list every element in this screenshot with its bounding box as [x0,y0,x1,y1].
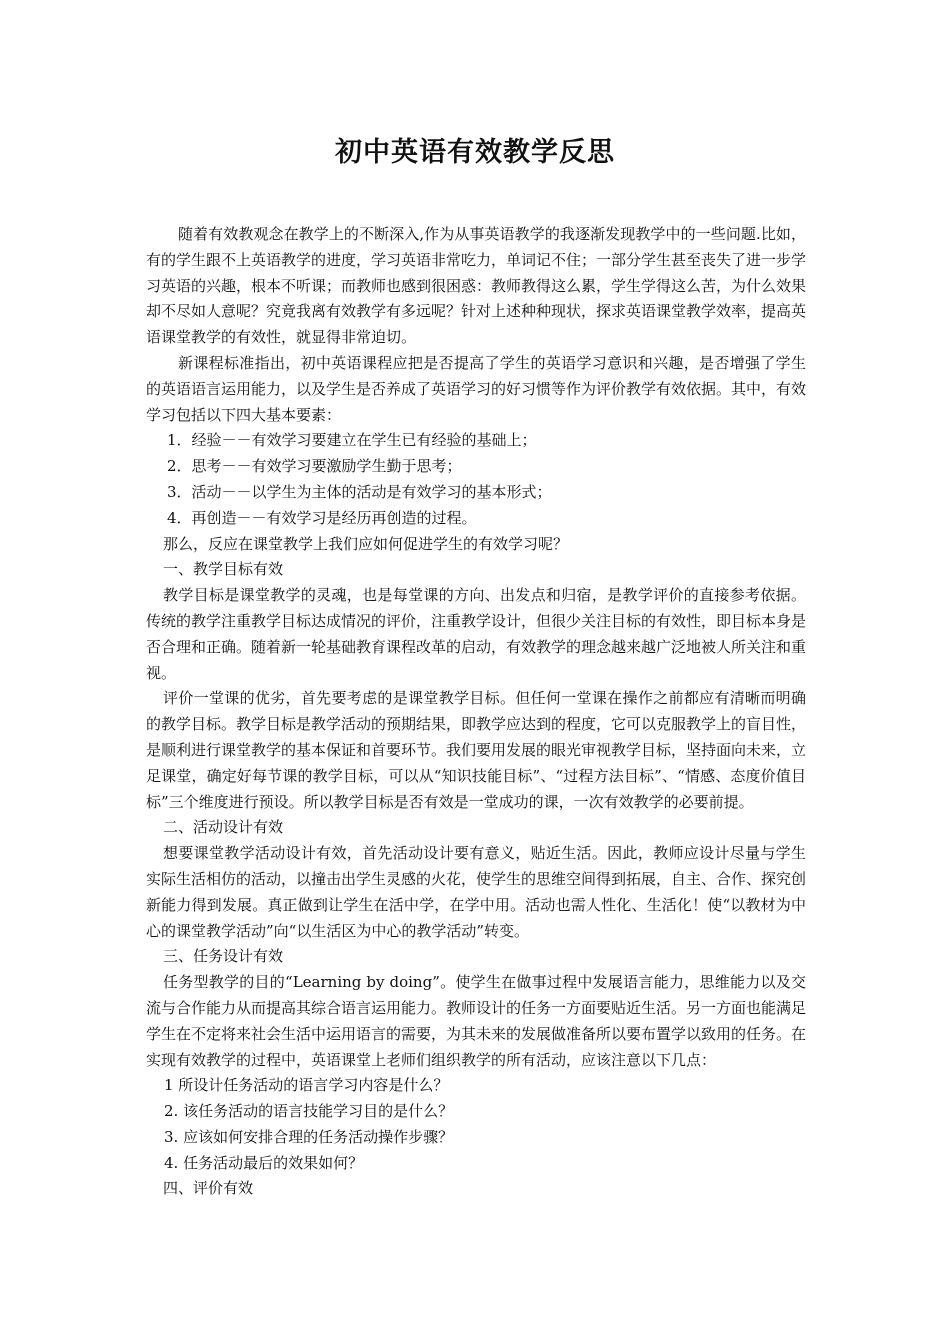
paragraph-intro: 随着有效教观念在教学上的不断深入,作为从事英语教学的我逐渐发现教学中的一些问题.比如，有的学生跟不上英语教学的进度，学习英语非常吃力，单词记不住；一部分学生甚至丧失了进一步学习英语的兴趣，根本不听课；而教师也感到很困惑：教师教得这么累，学生学得这么苦，为什么效果却不尽如人意呢？究竟我离有效教学有多远呢？针对上述种种现状，探求英语课堂教学效率，提高英语课堂教学的有效性，就显得非常迫切。 [146,225,807,347]
paragraph-goals: 教学目标是课堂教学的灵魂，也是每堂课的方向、出发点和归宿，是教学评价的直接参考依据。传统的教学注重教学目标达成情况的评价，注重教学设计，但很少关注目标的有效性，即目标本身是否合理和正确。随着新一轮基础教育课程改革的启动，有效教学的理念越来越广泛地被人所关注和重视。 [146,586,807,682]
document-body [146,222,806,1202]
paragraph-evaluation: 评价一堂课的优劣，首先要考虑的是课堂教学目标。但任何一堂课在操作之前都应有清晰而明确的教学目标。教学目标是教学活动的预期结果，即教学应达到的程度，它可以克服教学上的盲目性，是顺利进行课堂教学的基本保证和首要环节。我们要用发展的眼光审视教学目标，坚持面向未来，立足课堂，确定好每节课的教学目标，可以从“知识技能目标”、“过程方法目标”、“情感、态度价值目标”三个维度进行预设。所以教学目标是否有效是一堂成功的课，一次有效教学的必要前提。 [146,689,807,811]
page-title: 初中英语有效教学反思 [335,137,615,168]
element-item-3: 3．活动－－以学生为主体的活动是有效学习的基本形式； [167,482,552,501]
section-heading-4: 四、评价有效 [163,1179,254,1198]
section-heading-1: 一、教学目标有效 [163,560,284,579]
task-item-1: 1 所设计任务活动的语言学习内容是什么？ [164,1076,449,1095]
element-item-1: 1．经验－－有效学习要建立在学生已有经验的基础上； [167,431,537,450]
section-heading-2: 二、活动设计有效 [163,818,284,837]
question-paragraph: 那么，反应在课堂教学上我们应如何促进学生的有效学习呢？ [163,534,569,553]
element-item-2: 2．思考－－有效学习要激励学生勤于思考； [167,457,462,476]
task-item-3: 3. 应该如何安排合理的任务活动操作步骤？ [164,1127,454,1146]
task-item-2: 2. 该任务活动的语言技能学习目的是什么？ [164,1102,454,1121]
paragraph-standard: 新课程标准指出，初中英语课程应把是否提高了学生的英语学习意识和兴趣，是否增强了学生的英语语言运用能力，以及学生是否养成了英语学习的好习惯等作为评价教学有效依据。其中，有效学习包括以下四大基本要素： [146,353,807,424]
paragraph-task: 任务型教学的目的“Learning by doing”。使学生在做事过程中发展语言能力，思维能力以及交流与合作能力从而提高其综合语言运用能力。教师设计的任务一方面要贴近生活。另一方面也能满足学生在不定将来社会生活中运用语言的需要，为其未来的发展做准备所以要布置学以致用的任务。在实现有效教学的过程中，英语课堂上老师们组织教学的所有活动，应该注意以下几点： [146,973,807,1069]
element-item-4: 4．再创造－－有效学习是经历再创造的过程。 [167,508,477,527]
section-heading-3: 三、任务设计有效 [163,947,284,966]
task-item-4: 4. 任务活动最后的效果如何？ [164,1153,364,1172]
paragraph-activity: 想要课堂教学活动设计有效，首先活动设计要有意义，贴近生活。因此，教师应设计尽量与学生实际生活相仿的活动，以撞击出学生灵感的火花，使学生的思维空间得到拓展，自主、合作、探究创新能力得到发展。真正做到让学生在活中学，在学中用。活动也需人性化、生活化！使“以教材为中心的课堂教学活动”向“以生活区为中心的教学活动”转变。 [146,844,807,940]
